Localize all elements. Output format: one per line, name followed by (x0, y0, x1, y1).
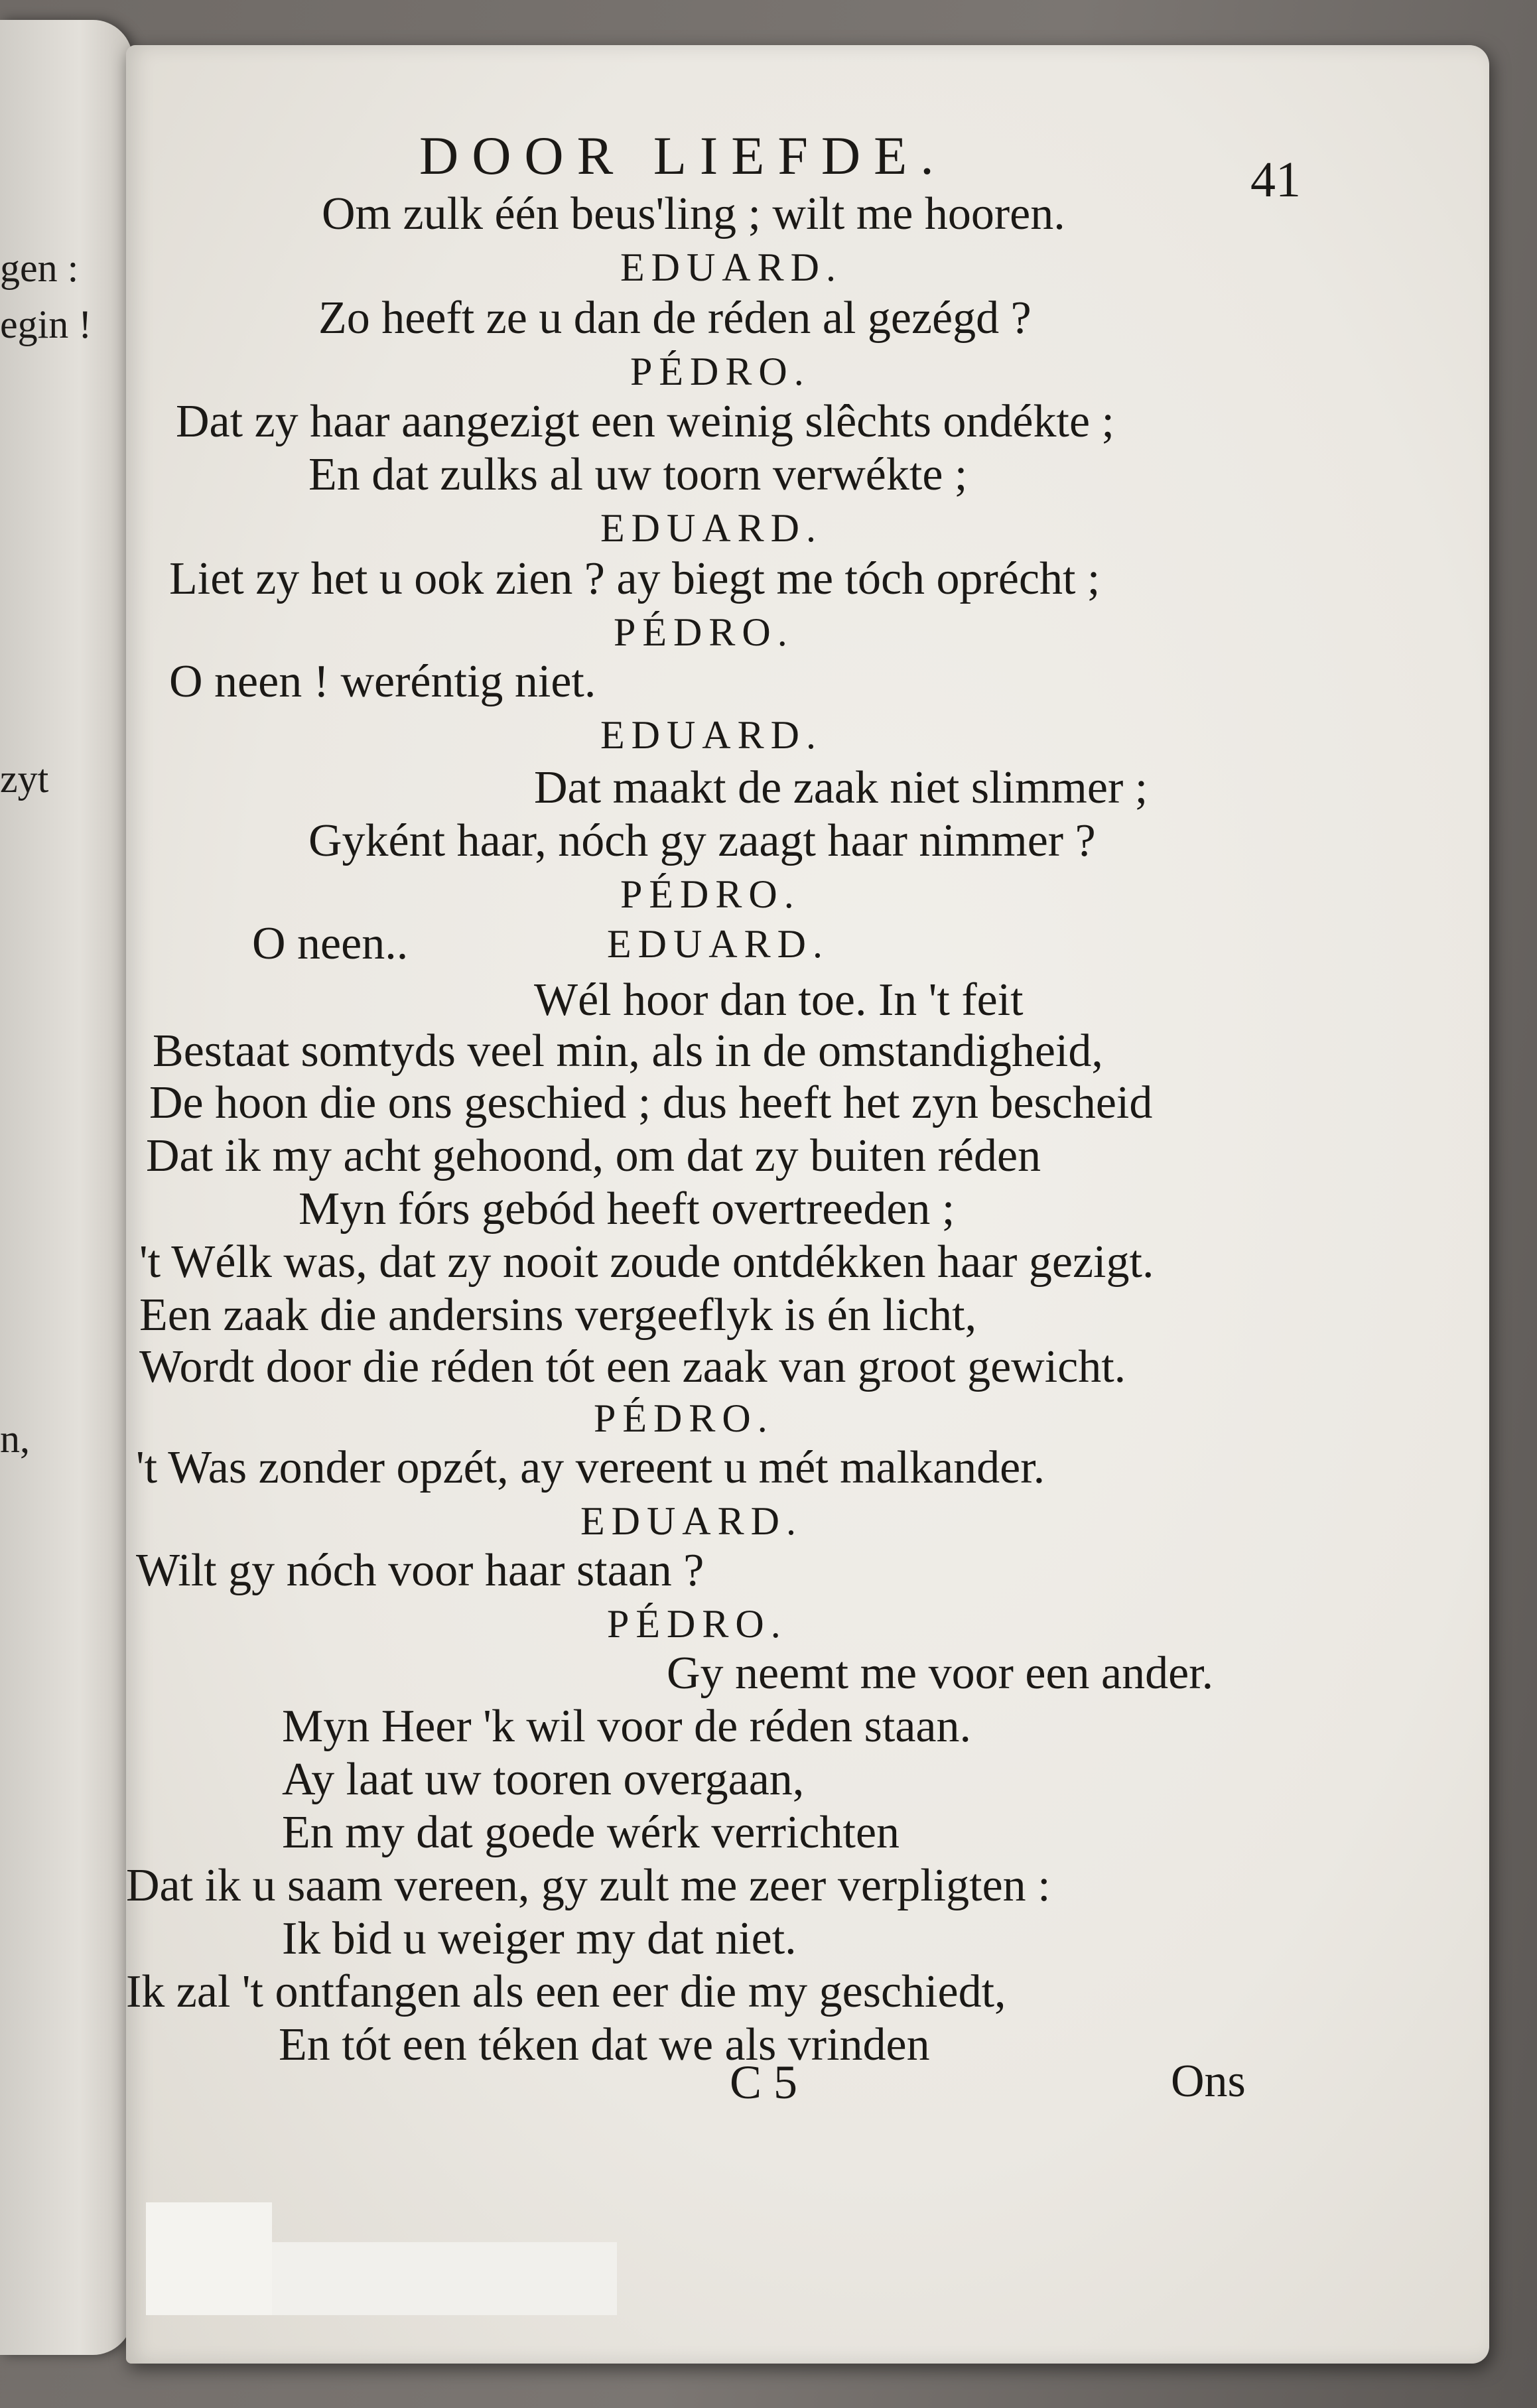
facing-page-fragment: zyt (0, 757, 49, 801)
speaker-name: PÉDRO. (630, 350, 811, 393)
verse-line: Bestaat somtyds veel min, als in de omstandigheid, (153, 1026, 1103, 1077)
verse-line: Om zulk één beus'ling ; wilt me hooren. (322, 188, 1065, 239)
verse-line: Zo heeft ze u dan de réden al gezégd ? (318, 293, 1032, 344)
verse-line: 't Wélk was, dat zy nooit zoude ontdékken haar gezigt. (139, 1237, 1154, 1288)
facing-page-fragment: gen : (0, 246, 79, 290)
running-head: DOOR LIEFDE. (419, 125, 947, 186)
speaker-name: EDUARD. (580, 1499, 803, 1543)
verse-line: Dat ik my acht gehoond, om dat zy buiten réden (146, 1130, 1041, 1181)
verse-line: Dat maakt de zaak niet slimmer ; (534, 762, 1148, 813)
verse-line: Liet zy het u ook zien ? ay biegt me tóch oprécht ; (169, 553, 1101, 604)
verse-line: Gyként haar, nóch gy zaagt haar nimmer ? (308, 815, 1096, 866)
signature-mark: C 5 (730, 2056, 798, 2109)
speaker-name: PÉDRO. (594, 1396, 774, 1440)
verse-line: Dat ik u saam vereen, gy zult me zeer verpligten : (126, 1860, 1051, 1911)
verse-line: Myn fórs gebód heeft overtreeden ; (299, 1183, 955, 1235)
verse-line: O neen ! weréntig niet. (169, 656, 596, 707)
page-number: 41 (1250, 152, 1301, 208)
verse-line: O neen.. (252, 918, 409, 969)
verse-line: De hoon die ons geschied ; dus heeft het zyn bescheid (149, 1077, 1153, 1128)
speaker-name: EDUARD. (600, 713, 823, 757)
speaker-name: PÉDRO. (614, 610, 794, 654)
verse-line: Gy neemt me voor een ander. (667, 1648, 1214, 1699)
paper-tab (272, 2242, 617, 2315)
catchword: Ons (1171, 2056, 1246, 2107)
verse-line: En tót een téken dat we als vrinden (279, 2019, 930, 2070)
speaker-name: PÉDRO. (607, 1602, 787, 1646)
verse-line: En my dat goede wérk verrichten (282, 1807, 900, 1858)
speaker-name: EDUARD. (620, 245, 842, 289)
verse-line: Ik bid u weiger my dat niet. (282, 1913, 797, 1964)
verse-line: Wél hoor dan toe. In 't feit (534, 974, 1024, 1026)
verse-line: Een zaak die andersins vergeeflyk is én licht, (139, 1290, 977, 1341)
facing-page-edge (0, 20, 133, 2355)
verse-line: Ik zal 't ontfangen als een eer die my geschiedt, (126, 1966, 1006, 2017)
speaker-name: PÉDRO. (620, 872, 801, 916)
verse-line: Wordt door die réden tót een zaak van groot gewicht. (139, 1341, 1126, 1392)
verse-line: Ay laat uw tooren overgaan, (282, 1754, 805, 1805)
facing-page-fragment: n, (0, 1417, 30, 1461)
verse-line: En dat zulks al uw toorn verwékte ; (308, 449, 968, 500)
book-page (126, 45, 1489, 2364)
verse-line: Myn Heer 'k wil voor de réden staan. (282, 1701, 971, 1752)
verse-line: Dat zy haar aangezigt een weinig slêchts ondékte ; (176, 396, 1114, 447)
verse-line: Wilt gy nóch voor haar staan ? (136, 1545, 704, 1596)
speaker-name: EDUARD. (607, 922, 829, 966)
paper-tab (146, 2202, 272, 2315)
verse-line: 't Was zonder opzét, ay vereent u mét malkander. (136, 1442, 1045, 1493)
speaker-name: EDUARD. (600, 506, 823, 550)
facing-page-fragment: egin ! (0, 302, 92, 346)
